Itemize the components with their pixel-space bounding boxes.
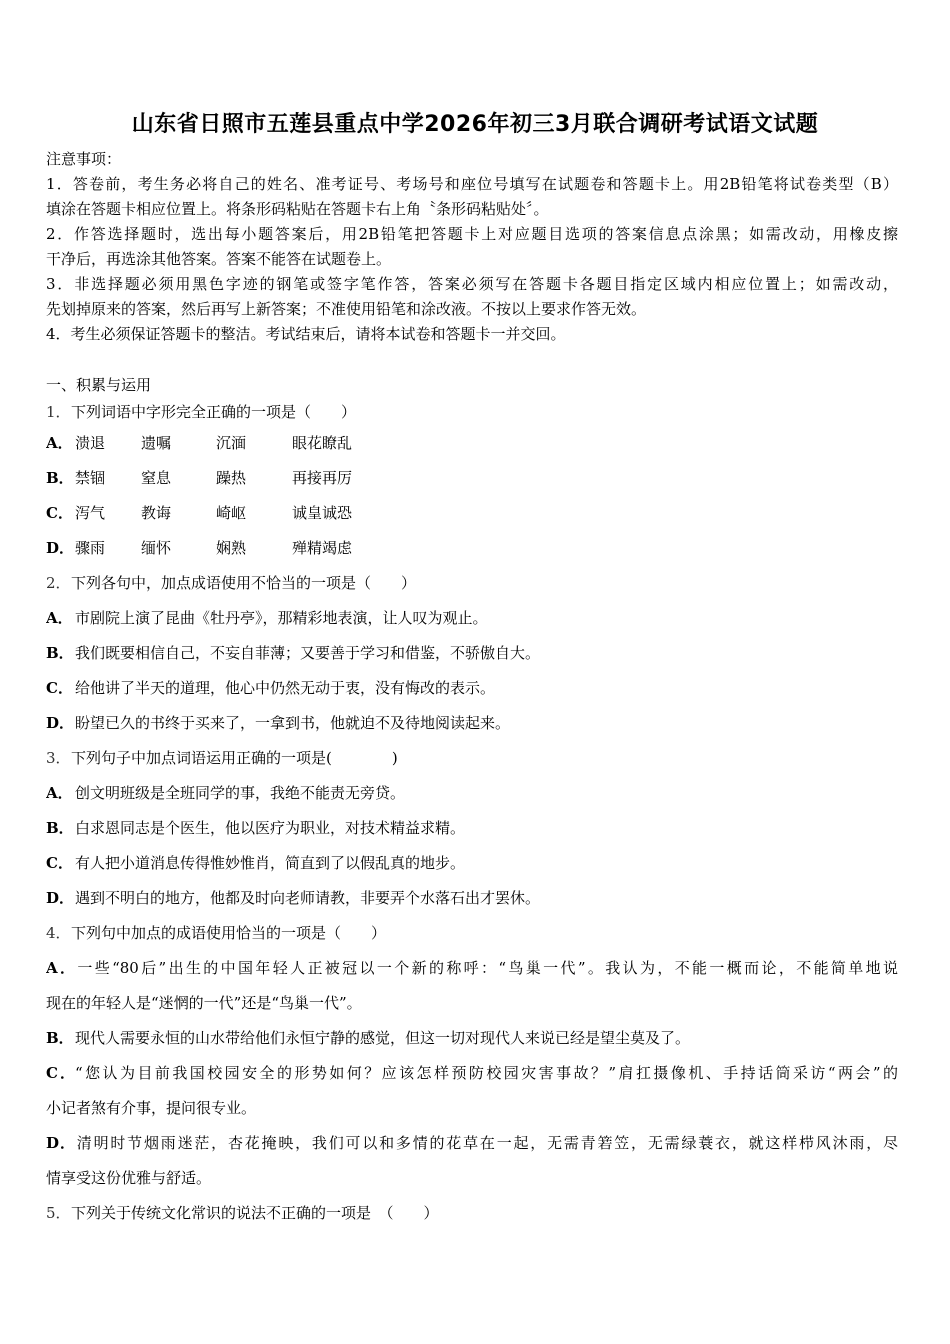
option-word: 泻气 <box>75 504 106 522</box>
question-3-option-b <box>46 811 898 846</box>
exam-title: 山东省日照市五莲县重点中学2026年初三3月联合调研考试语文试题 <box>131 112 819 137</box>
question-4-option-d-line-1 <box>46 1126 898 1161</box>
question-number: 1． <box>46 403 71 421</box>
notice-item-3-line-1: 3．非选择题必须用黑色字迹的钢笔或签字笔作答，答案必须写在答题卡各题目指定区域内相应位置上；如需改动， <box>46 275 898 293</box>
notice-item-1-line-2: 填涂在答题卡相应位置上。将条形码粘贴在答题卡右上角〝条形码粘贴处〞。 <box>46 200 549 218</box>
question-1-option-a <box>46 426 898 461</box>
question-2-stem <box>46 566 898 601</box>
option-letter: C． <box>46 679 73 697</box>
question-number: 5． <box>46 1204 71 1222</box>
option-word: 再接再厉 <box>292 469 353 487</box>
question-3-option-d <box>46 881 898 916</box>
option-word: 窒息 <box>141 469 172 487</box>
notice-heading: 注意事项： <box>46 150 122 168</box>
question-1-option-c <box>46 496 898 531</box>
question-4-option-b <box>46 1021 898 1056</box>
option-letter: B． <box>46 819 74 837</box>
option-word: 缅怀 <box>141 539 172 557</box>
question-4-option-c-line-2: 小记者煞有介事，提问很专业。 <box>46 1099 257 1117</box>
question-2-option-b <box>46 636 898 671</box>
question-1-stem <box>46 398 898 426</box>
option-word: 教诲 <box>141 504 172 522</box>
question-2-option-d <box>46 706 898 741</box>
option-letter: A． <box>46 434 73 452</box>
option-letter: A． <box>46 609 73 627</box>
question-number: 4． <box>46 924 71 942</box>
option-letter: D． <box>46 889 75 907</box>
option-letter: C． <box>46 854 73 872</box>
option-word: 眼花瞭乱 <box>292 434 353 452</box>
question-4-option-c-line-1 <box>46 1056 898 1091</box>
option-text: 白求恩同志是个医生，他以医疗为职业，对技术精益求精。 <box>75 819 466 837</box>
notice-section <box>46 147 898 347</box>
option-text: “您认为目前我国校园安全的形势如何？应该怎样预防校园灾害事故？”肩扛摄像机、手持话筒采访“两会”的 <box>75 1064 898 1082</box>
question-4-option-a-line-1 <box>46 951 898 986</box>
question-3-stem <box>46 741 898 776</box>
option-letter: D． <box>46 1134 75 1152</box>
option-letter: C． <box>46 1064 75 1082</box>
option-word: 骤雨 <box>75 539 106 557</box>
option-word: 遗嘱 <box>141 434 172 452</box>
option-word: 殚精竭虑 <box>292 539 353 557</box>
question-2-option-c <box>46 671 898 706</box>
section-accumulation <box>46 372 898 1231</box>
question-stem-text: 下列各句中，加点成语使用不恰当的一项是（ ） <box>71 574 417 592</box>
question-1-option-d <box>46 531 898 566</box>
notice-item-4: 4．考生必须保证答题卡的整洁。考试结束后，请将本试卷和答题卡一并交回。 <box>46 325 566 343</box>
notice-item-2-line-1: 2．作答选择题时，选出每小题答案后，用2B铅笔把答题卡上对应题目选项的答案信息点涂黑；如需改动，用橡皮擦 <box>46 225 898 243</box>
option-letter: B． <box>46 1029 74 1047</box>
question-stem-text: 下列句子中加点词语运用正确的一项是( ) <box>71 749 398 767</box>
option-text: 我们既要相信自己，不妄自菲薄；又要善于学习和借鉴，不骄傲自大。 <box>75 644 541 662</box>
notice-item-3-line-2: 先划掉原来的答案，然后再写上新答案；不准使用铅笔和涂改液。不按以上要求作答无效。 <box>46 300 647 318</box>
notice-item-1-line-1: 1．答卷前，考生务必将自己的姓名、准考证号、考场号和座位号填写在试题卷和答题卡上。用2B铅笔将试卷类型（B） <box>46 175 898 193</box>
question-3-option-a <box>46 776 898 811</box>
question-stem-text: 下列词语中字形完全正确的一项是（ ） <box>71 403 357 421</box>
question-4-stem <box>46 916 898 951</box>
question-4-option-d-line-2: 情享受这份优雅与舒适。 <box>46 1169 212 1187</box>
option-letter: C． <box>46 504 73 522</box>
option-text: 盼望已久的书终于买来了，一拿到书，他就迫不及待地阅读起来。 <box>75 714 511 732</box>
question-1-option-b <box>46 461 898 496</box>
option-text: 遇到不明白的地方，他都及时向老师请教，非要弄个水落石出才罢休。 <box>75 889 541 907</box>
option-word: 沉湎 <box>216 434 247 452</box>
question-5-stem <box>46 1196 898 1231</box>
option-text: 清明时节烟雨迷茫，杏花掩映，我们可以和多情的花草在一起，无需青箬笠，无需绿蓑衣，就这样栉风沐雨，尽 <box>75 1134 898 1152</box>
option-letter: B． <box>46 469 74 487</box>
option-text: 给他讲了半天的道理，他心中仍然无动于衷，没有悔改的表示。 <box>75 679 496 697</box>
question-number: 3． <box>46 749 71 767</box>
question-stem-text: 下列句中加点的成语使用恰当的一项是（ ） <box>71 924 387 942</box>
option-word: 躁热 <box>216 469 247 487</box>
option-letter: A． <box>46 784 73 802</box>
section-heading: 一、积累与运用 <box>46 376 152 394</box>
option-text: 有人把小道消息传得惟妙惟肖，简直到了以假乱真的地步。 <box>75 854 466 872</box>
option-word: 禁锢 <box>75 469 106 487</box>
option-text: 创文明班级是全班同学的事，我绝不能责无旁贷。 <box>75 784 406 802</box>
option-text: 市剧院上演了昆曲《牡丹亭》，那精彩地表演，让人叹为观止。 <box>75 609 488 627</box>
question-number: 2． <box>46 574 71 592</box>
option-text: 一些“80后”出生的中国年轻人正被冠以一个新的称呼：“鸟巢一代”。我认为，不能一概而论，不能简单地说 <box>75 959 898 977</box>
notice-item-2-line-2: 干净后，再选涂其他答案。答案不能答在试题卷上。 <box>46 250 392 268</box>
option-text: 现代人需要永恒的山水带给他们永恒宁静的感觉，但这一切对现代人来说已经是望尘莫及了。 <box>75 1029 691 1047</box>
question-stem-text: 下列关于传统文化常识的说法不正确的一项是 （ ） <box>71 1204 439 1222</box>
option-letter: A． <box>46 959 75 977</box>
option-word: 溃退 <box>75 434 106 452</box>
option-word: 崎岖 <box>216 504 247 522</box>
option-word: 诚皇诚恐 <box>292 504 353 522</box>
option-word: 娴熟 <box>216 539 247 557</box>
question-3-option-c <box>46 846 898 881</box>
option-letter: D． <box>46 714 75 732</box>
option-letter: D． <box>46 539 75 557</box>
question-2-option-a <box>46 601 898 636</box>
option-letter: B． <box>46 644 74 662</box>
question-4-option-a-line-2: 现在的年轻人是“迷惘的一代”还是“鸟巢一代”。 <box>46 994 362 1012</box>
